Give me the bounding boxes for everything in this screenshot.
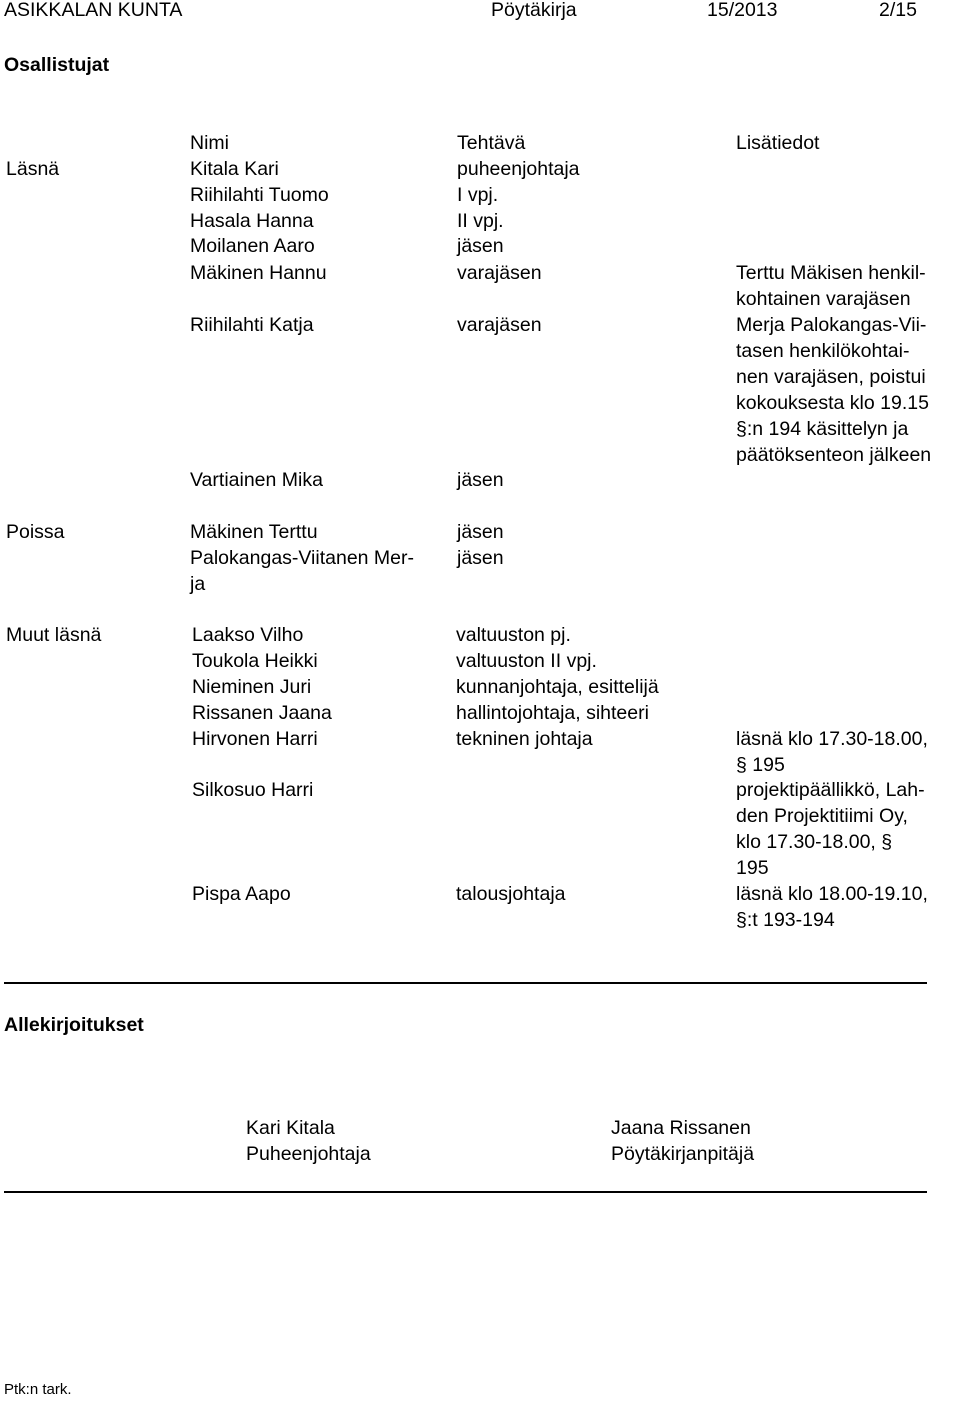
others-label: Muut läsnä [6,624,102,646]
member-name: Riihilahti Tuomo [190,184,329,206]
footer-label: Ptk:n tark. [4,1381,72,1398]
other-info-line: 195 [736,857,769,879]
present-label: Läsnä [6,158,60,180]
member-name: ja [190,573,206,595]
other-name: Laakso Vilho [192,624,304,646]
member-role: I vpj. [457,184,499,206]
member-info-line: nen varajäsen, poistui [736,366,926,388]
document-type: Pöytäkirja [491,0,577,21]
member-role: varajäsen [457,262,542,284]
other-info-line: §:t 193-194 [736,909,835,931]
member-role: II vpj. [457,210,504,232]
other-info-line: projektipäällikkö, Lah- [736,779,925,801]
signer-title: Pöytäkirjanpitäjä [611,1143,755,1165]
signer-name: Jaana Rissanen [611,1117,751,1139]
column-role-header: Tehtävä [457,132,526,154]
other-info-line: den Projektitiimi Oy, [736,805,908,827]
member-name: Hasala Hanna [190,210,314,232]
other-role: tekninen johtaja [456,728,593,750]
member-info-line: kohtainen varajäsen [736,288,911,310]
other-role: valtuuston pj. [456,624,571,646]
participants-title: Osallistujat [4,54,110,76]
member-name: Riihilahti Katja [190,314,314,336]
member-name: Kitala Kari [190,158,279,180]
member-info-line: §:n 194 käsittelyn ja [736,418,909,440]
member-name: Mäkinen Hannu [190,262,327,284]
member-name: Palokangas-Viitanen Mer- [190,547,415,569]
other-role: valtuuston II vpj. [456,650,597,672]
other-name: Hirvonen Harri [192,728,318,750]
member-info-line: Terttu Mäkisen henkil- [736,262,926,284]
other-name: Rissanen Jaana [192,702,332,724]
member-name: Vartiainen Mika [190,469,323,491]
other-name: Pispa Aapo [192,883,291,905]
member-info-line: Merja Palokangas-Vii- [736,314,927,336]
signatures-title: Allekirjoitukset [4,1014,144,1036]
column-info-header: Lisätiedot [736,132,820,154]
member-info-line: tasen henkilökohtai- [736,340,910,362]
member-role: jäsen [457,521,504,543]
member-role: jäsen [457,469,504,491]
other-info-line: läsnä klo 17.30-18.00, [736,728,928,750]
document-number: 15/2013 [707,0,778,21]
member-name: Moilanen Aaro [190,235,315,257]
member-role: varajäsen [457,314,542,336]
footer-divider [4,1191,927,1193]
section-divider [4,982,927,984]
other-role: kunnanjohtaja, esittelijä [456,676,659,698]
member-info-line: kokouksesta klo 19.15 [736,392,929,414]
member-info-line: päätöksenteon jälkeen [736,444,932,466]
signer-name: Kari Kitala [246,1117,335,1139]
member-role: puheenjohtaja [457,158,580,180]
page-number: 2/15 [879,0,917,21]
absent-label: Poissa [6,521,65,543]
municipality-name: ASIKKALAN KUNTA [4,0,183,21]
other-info-line: § 195 [736,754,785,776]
other-info-line: klo 17.30-18.00, § [736,831,893,853]
other-name: Toukola Heikki [192,650,318,672]
column-name-header: Nimi [190,132,229,154]
other-name: Nieminen Juri [192,676,312,698]
other-name: Silkosuo Harri [192,779,314,801]
member-role: jäsen [457,235,504,257]
other-role: talousjohtaja [456,883,566,905]
other-info-line: läsnä klo 18.00-19.10, [736,883,928,905]
member-role: jäsen [457,547,504,569]
member-name: Mäkinen Terttu [190,521,318,543]
other-role: hallintojohtaja, sihteeri [456,702,649,724]
signer-title: Puheenjohtaja [246,1143,371,1165]
